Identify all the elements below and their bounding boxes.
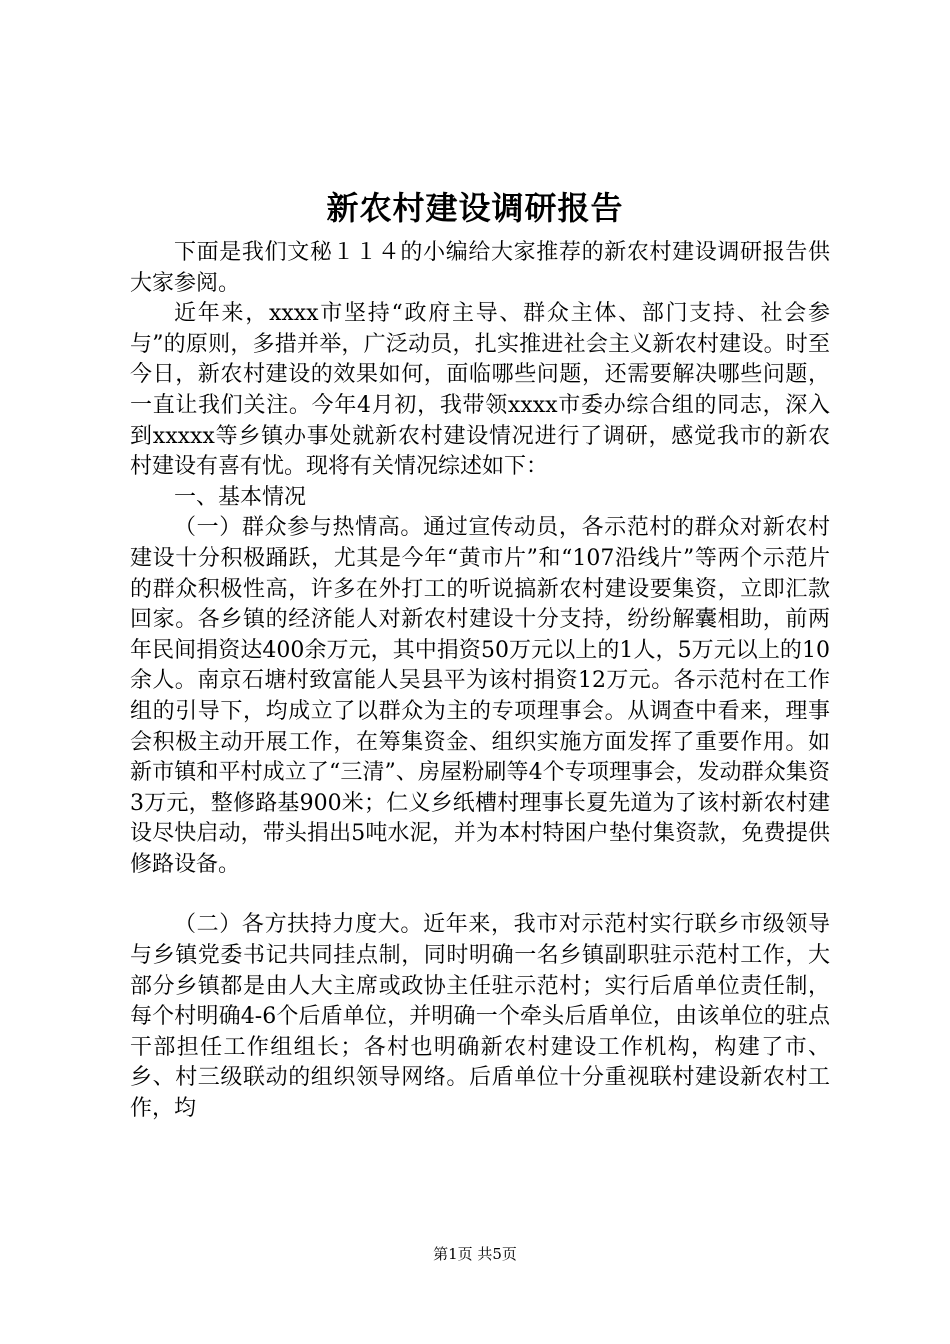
paragraph-point-two: （二）各方扶持力度大。近年来，我市对示范村实行联乡市级领导与乡镇党委书记共同挂点制，同时明确一名乡镇副职驻示范村工作，大部分乡镇都是由人大主席或政协主任驻示范村；实行后盾单位责任制，每个村明确4-6个后盾单位，并明确一个牵头后盾单位，由该单位的驻点干部担任工作组组长；各村也明确新农村建设工作机构，构建了市、乡、村三级联动的组织领导网络。后盾单位十分重视联村建设新农村工作，均 bbox=[130, 912, 830, 1122]
document-body bbox=[130, 238, 830, 1125]
paragraph-point-one: （一）群众参与热情高。通过宣传动员，各示范村的群众对新农村建设十分积极踊跃，尤其是今年“黄市片”和“107沿线片”等两个示范片的群众积极性高，许多在外打工的听说搞新农村建设要集资，立即汇款回家。各乡镇的经济能人对新农村建设十分支持，纷纷解囊相助，前两年民间捐资达400余万元，其中捐资50万元以上的1人，5万元以上的10余人。南京石塘村致富能人吴县平为该村捐资12万元。各示范村在工作组的引导下，均成立了以群众为主的专项理事会。从调查中看来，理事会积极主动开展工作，在筹集资金、组织实施方面发挥了重要作用。如新市镇和平村成立了“三清”、房屋粉刷等4个专项理事会，发动群众集资3万元，整修路基900米；仁义乡纸槽村理事长夏先道为了该村新农村建设尽快启动，带头捐出5吨水泥，并为本村特困户垫付集资款，免费提供修路设备。 bbox=[130, 515, 830, 877]
section-heading-basic-situation: 一、基本情况 bbox=[174, 484, 307, 510]
paragraph-background: 近年来，xxxx市坚持“政府主导、群众主体、部门支持、社会参与”的原则，多措并举，广泛动员，扎实推进社会主义新农村建设。时至今日，新农村建设的效果如何，面临哪些问题，还需要解决哪些问题，一直让我们关注。今年4月初，我带领xxxx市委办综合组的同志，深入到xxxxx等乡镇办事处就新农村建设情况进行了调研，感觉我市的新农村建设有喜有忧。现将有关情况综述如下： bbox=[130, 301, 830, 480]
document-title: 新农村建设调研报告 bbox=[326, 189, 624, 227]
paragraph-intro: 下面是我们文秘１１４的小编给大家推荐的新农村建设调研报告供大家参阅。 bbox=[130, 240, 830, 296]
page-number-footer: 第1页 共5页 bbox=[433, 1245, 517, 1263]
